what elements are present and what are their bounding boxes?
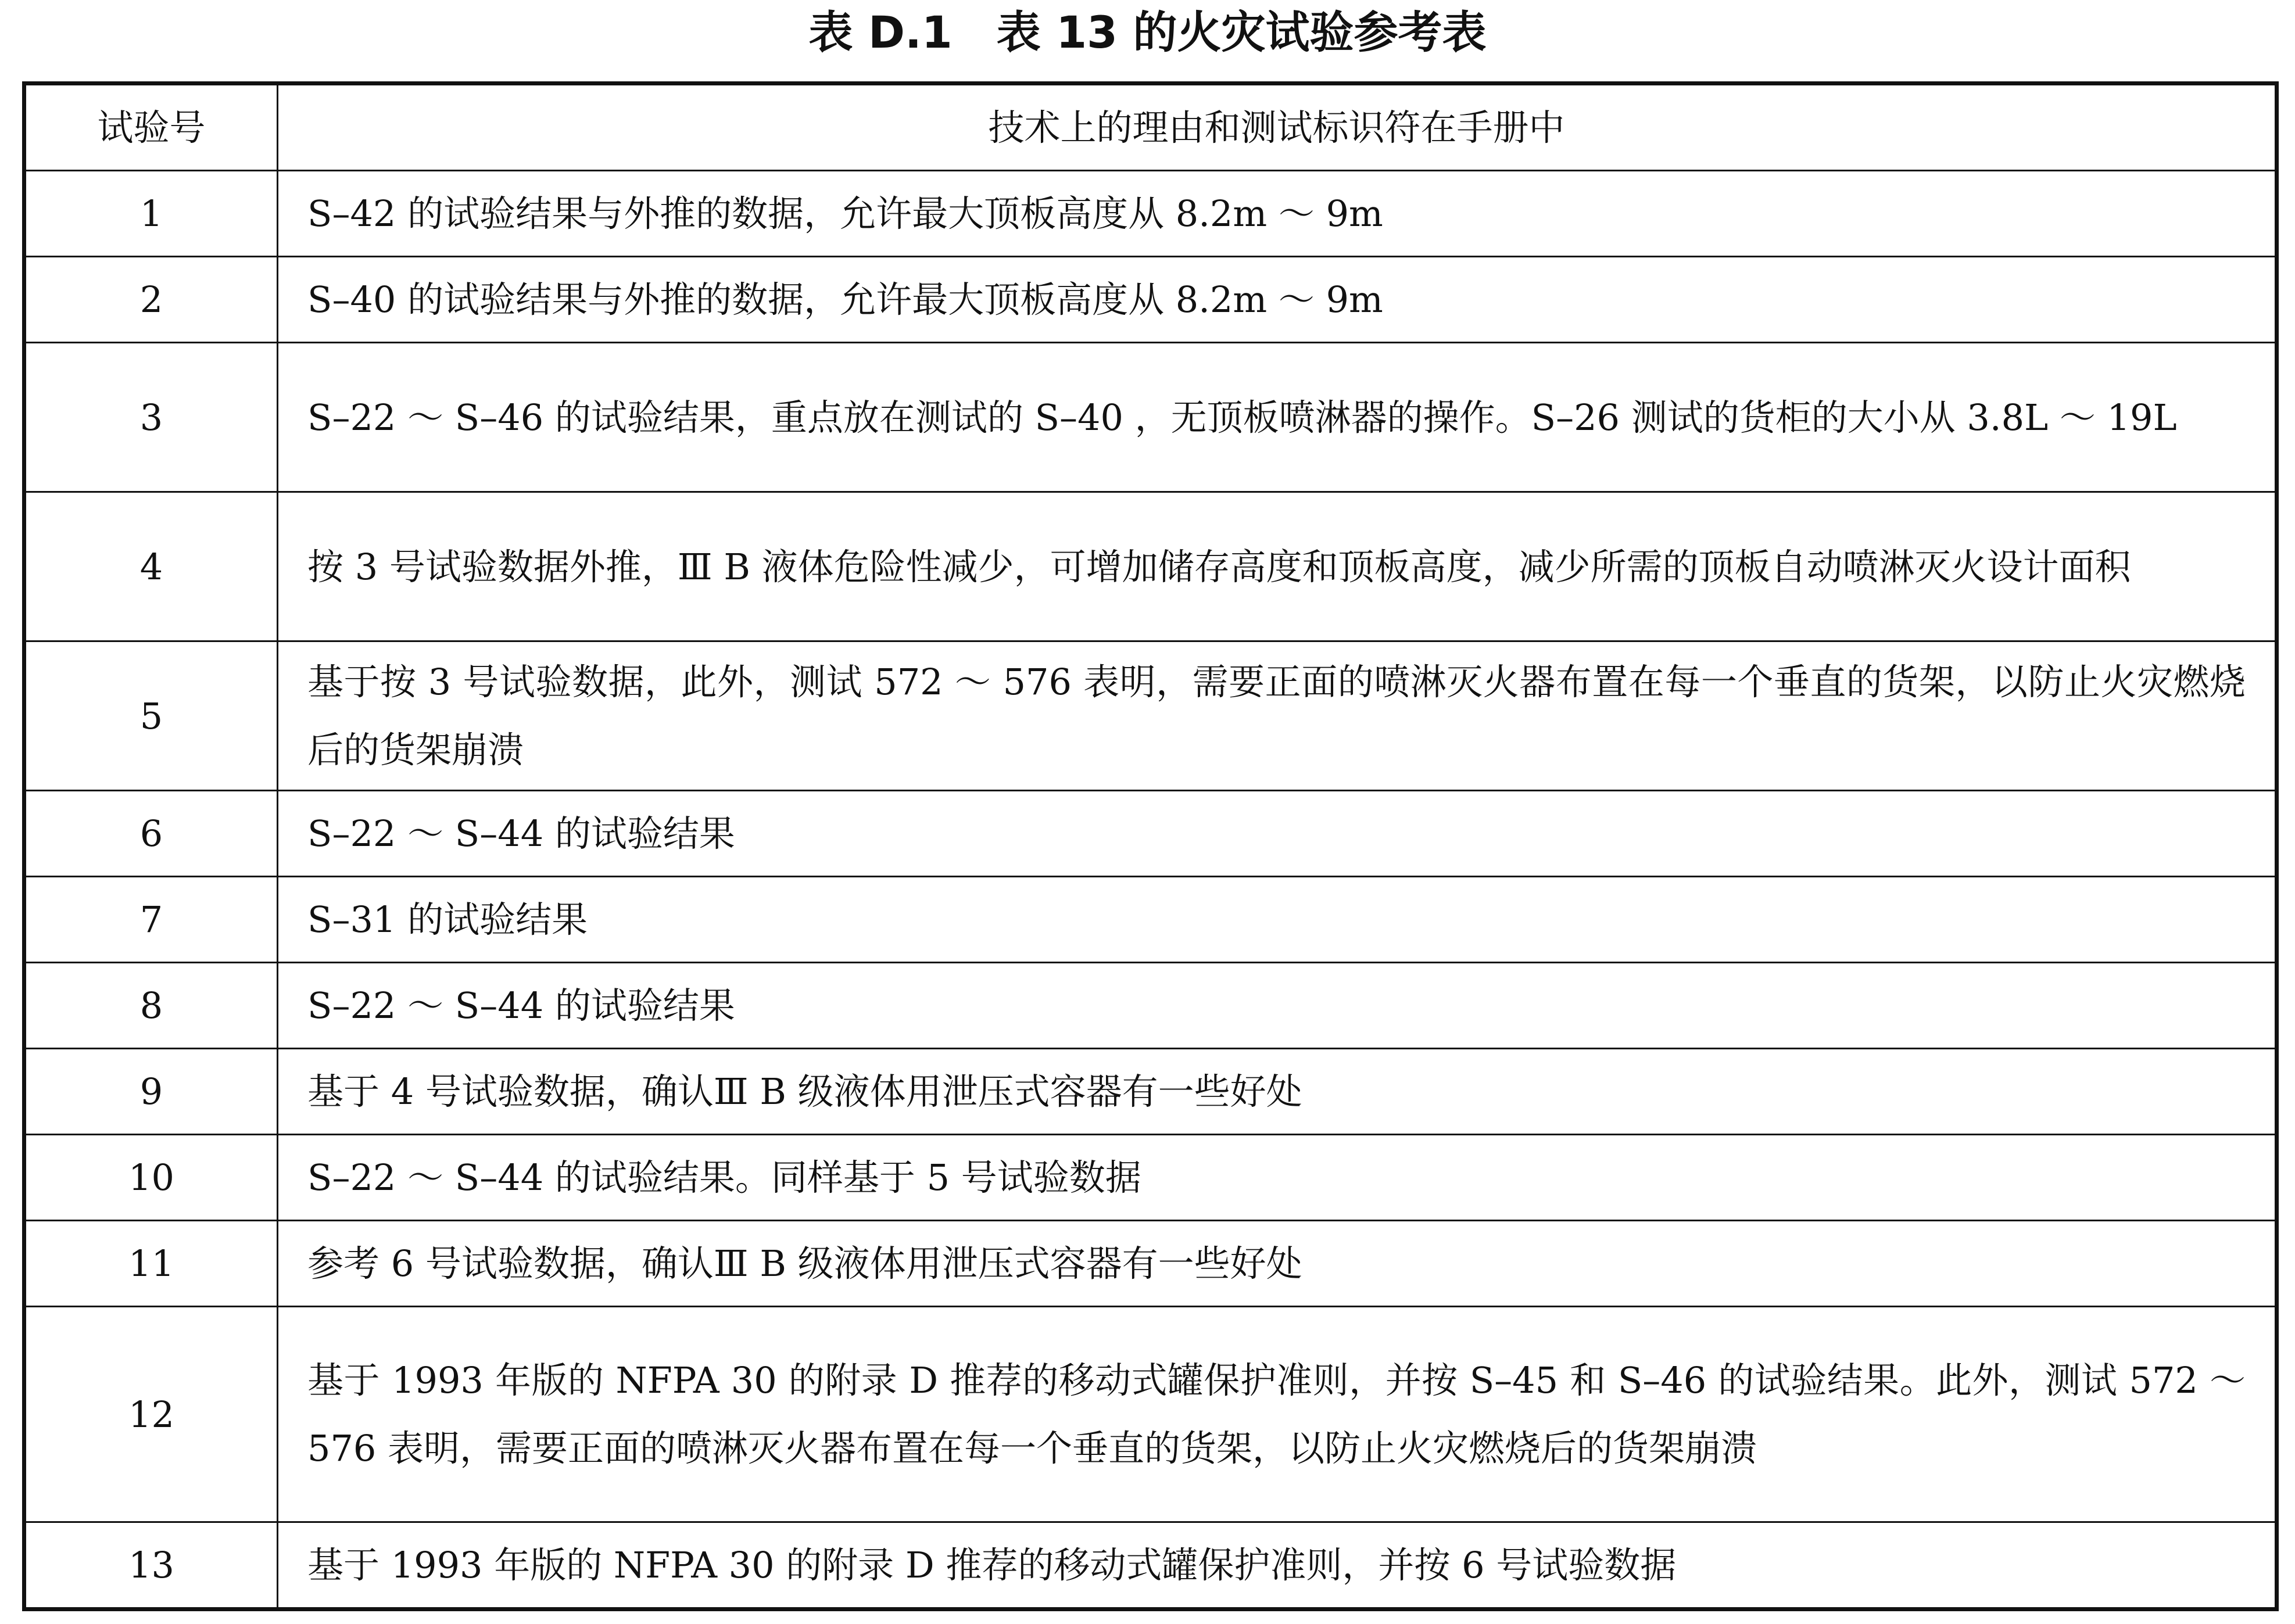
- reason-cell: 基于 1993 年版的 NFPA 30 的附录 D 推荐的移动式罐保护准则，并按 6 号试验数据: [278, 1522, 2277, 1609]
- test-number-cell: 13: [24, 1522, 278, 1609]
- reason-cell: S–42 的试验结果与外推的数据，允许最大顶板高度从 8.2m ～ 9m: [278, 171, 2277, 257]
- test-number-cell: 8: [24, 963, 278, 1049]
- reason-cell: 基于 1993 年版的 NFPA 30 的附录 D 推荐的移动式罐保护准则，并按 S–45 和 S–46 的试验结果。此外，测试 572 ～ 576 表明，需要正面的喷淋灭火器布置在每一个垂直的货架，以防止火灾燃烧后的货架崩溃: [278, 1307, 2277, 1522]
- test-number-cell: 7: [24, 877, 278, 963]
- test-number-cell: 10: [24, 1135, 278, 1221]
- test-number-cell: 6: [24, 791, 278, 877]
- reason-cell: S–31 的试验结果: [278, 877, 2277, 963]
- test-number-cell: 11: [24, 1221, 278, 1307]
- test-number-cell: 3: [24, 343, 278, 492]
- table-title: 表 D.1 表 13 的火灾试验参考表: [808, 6, 1487, 58]
- table-row: [24, 1221, 2277, 1307]
- table-row: [24, 791, 2277, 877]
- test-number-cell: 1: [24, 171, 278, 257]
- test-number-cell: 4: [24, 492, 278, 641]
- test-number-cell: 5: [24, 641, 278, 791]
- reason-cell: S–22 ～ S–46 的试验结果，重点放在测试的 S–40 ，无顶板喷淋器的操作。S–26 测试的货柜的大小从 3.8L ～ 19L: [278, 343, 2277, 492]
- reason-cell: 按 3 号试验数据外推，Ⅲ B 液体危险性减少，可增加储存高度和顶板高度，减少所需的顶板自动喷淋灭火设计面积: [278, 492, 2277, 641]
- test-number-cell: 9: [24, 1049, 278, 1135]
- table-row: [24, 1522, 2277, 1609]
- table-row: [24, 1049, 2277, 1135]
- table-row: [24, 641, 2277, 791]
- table-row: [24, 877, 2277, 963]
- reason-cell: S–22 ～ S–44 的试验结果: [278, 963, 2277, 1049]
- table-header-row: [24, 84, 2277, 171]
- reason-cell: S–40 的试验结果与外推的数据，允许最大顶板高度从 8.2m ～ 9m: [278, 257, 2277, 343]
- header-test-number: 试验号: [24, 84, 278, 171]
- reason-cell: 参考 6 号试验数据，确认Ⅲ B 级液体用泄压式容器有一些好处: [278, 1221, 2277, 1307]
- table-row: [24, 1135, 2277, 1221]
- reason-cell: 基于按 3 号试验数据，此外，测试 572 ～ 576 表明，需要正面的喷淋灭火器布置在每一个垂直的货架，以防止火灾燃烧后的货架崩溃: [278, 641, 2277, 791]
- table-row: [24, 492, 2277, 641]
- table-row: [24, 343, 2277, 492]
- test-number-cell: 2: [24, 257, 278, 343]
- table-row: [24, 1307, 2277, 1522]
- table-row: [24, 963, 2277, 1049]
- reason-cell: S–22 ～ S–44 的试验结果: [278, 791, 2277, 877]
- test-number-cell: 12: [24, 1307, 278, 1522]
- reason-cell: 基于 4 号试验数据，确认Ⅲ B 级液体用泄压式容器有一些好处: [278, 1049, 2277, 1135]
- table-row: [24, 171, 2277, 257]
- header-technical-reason: 技术上的理由和测试标识符在手册中: [278, 84, 2277, 171]
- fire-test-reference-table: [22, 81, 2279, 1611]
- reason-cell: S–22 ～ S–44 的试验结果。同样基于 5 号试验数据: [278, 1135, 2277, 1221]
- table-row: [24, 257, 2277, 343]
